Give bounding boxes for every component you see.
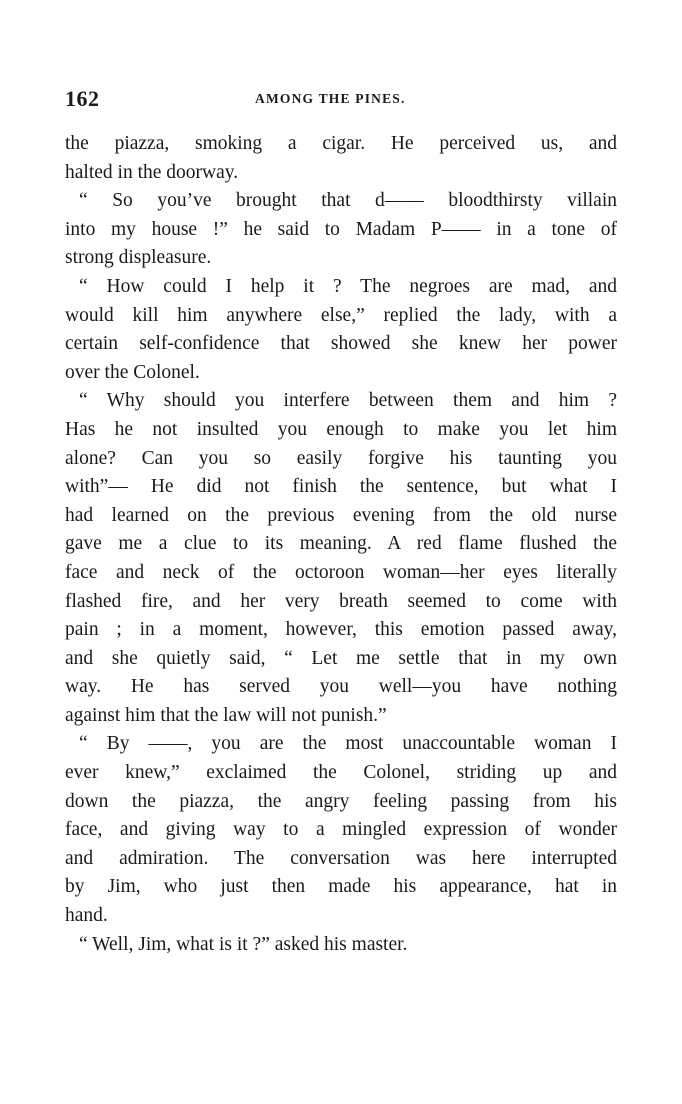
text-line: face and neck of the octoroon woman—her eyes literally	[65, 561, 617, 583]
page-number: 162	[65, 86, 100, 111]
text-line: had learned on the previous evening from the old nurse	[65, 504, 617, 526]
text-line: ever knew,” exclaimed the Colonel, striding up and	[65, 762, 617, 784]
text-line: pain ; in a moment, however, this emotion passed away,	[65, 619, 617, 641]
text-line: way. He has served you well—you have nothing	[65, 676, 617, 698]
text-line: into my house !” he said to Madam P—— in a tone of	[65, 218, 617, 240]
text-line: face, and giving way to a mingled expression of wonder	[65, 819, 617, 841]
page-header	[65, 86, 617, 116]
text-line: over the Colonel.	[65, 361, 200, 383]
text-line: hand.	[65, 905, 108, 927]
text-line: strong displeasure.	[65, 247, 212, 269]
text-line: with”— He did not finish the sentence, but what I	[65, 476, 617, 498]
text-line: “ So you’ve brought that d—— bloodthirsty villain	[79, 190, 617, 212]
text-line: gave me a clue to its meaning. A red flame flushed the	[65, 533, 617, 555]
running-head: AMONG THE PINES.	[255, 91, 406, 106]
text-line: down the piazza, the angry feeling passing from his	[65, 790, 617, 812]
text-line: against him that the law will not punish.”	[65, 704, 387, 726]
text-line: by Jim, who just then made his appearance, hat in	[65, 876, 617, 898]
text-line: and admiration. The conversation was here interrupted	[65, 847, 617, 869]
text-line: alone? Can you so easily forgive his taunting you	[65, 447, 617, 469]
text-line: and she quietly said, “ Let me settle that in my own	[65, 647, 617, 669]
text-line: “ How could I help it ? The negroes are mad, and	[79, 275, 617, 297]
text-line: “ Well, Jim, what is it ?” asked his master.	[79, 933, 408, 955]
text-line: the piazza, smoking a cigar. He perceived us, and	[65, 133, 617, 154]
text-line: would kill him anywhere else,” replied the lady, with a	[65, 304, 617, 326]
text-line: “ By ——, you are the most unaccountable woman I	[79, 733, 617, 755]
text-line: halted in the doorway.	[65, 161, 239, 183]
text-line: flashed fire, and her very breath seemed to come with	[65, 590, 617, 612]
text-line: Has he not insulted you enough to make you let him	[65, 418, 617, 440]
text-line: “ Why should you interfere between them and him ?	[79, 390, 617, 412]
body-text	[65, 130, 617, 959]
text-line: certain self-confidence that showed she knew her power	[65, 333, 617, 355]
